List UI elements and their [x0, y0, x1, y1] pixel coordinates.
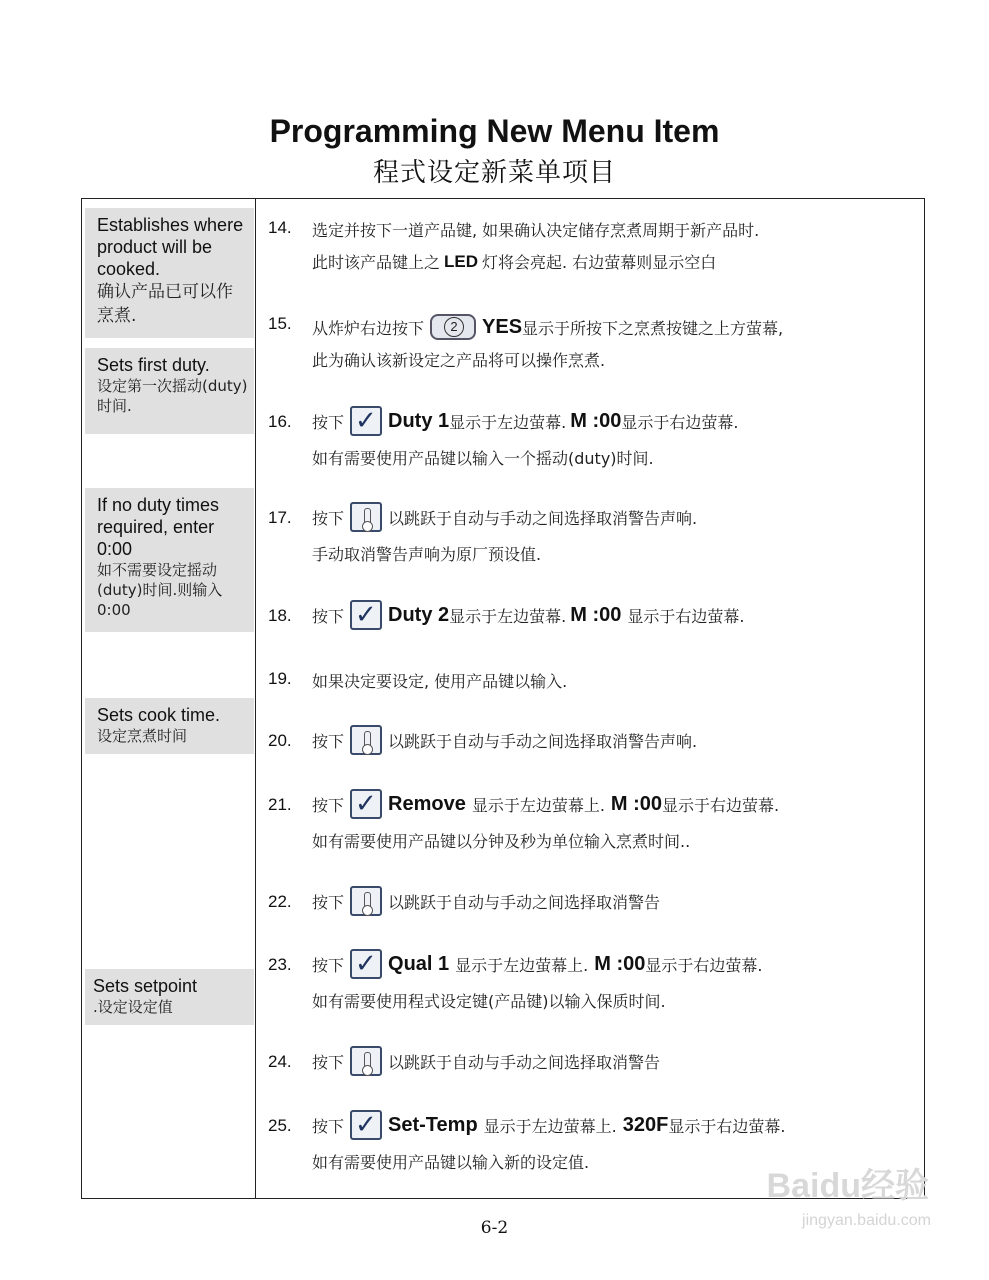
thermometer-key-icon [350, 886, 382, 916]
step-text: 选定并按下一道产品键, 如果确认决定储存烹煮周期于新产品时. [312, 221, 760, 240]
step-text: 手动取消警告声响为原厂预设值. [312, 545, 542, 564]
step-number: 25. [268, 1116, 292, 1135]
display-left: Duty 1 [388, 409, 450, 432]
step-text: 以跳跃于自动与手动之间选择取消警告 [388, 892, 661, 912]
note-zh: 确认产品已可以作烹煮. [97, 282, 233, 326]
note-zh: 如不需要设定摇动(duty)时间.则输入0:00 [97, 561, 223, 619]
step-text: 按下 [312, 508, 345, 528]
step-text: 如有需要使用产品键以输入一个摇动(duty)时间. [312, 449, 654, 468]
step-number: 21. [268, 795, 292, 814]
display-right: 320F [622, 1113, 669, 1136]
step-number: 23. [268, 955, 292, 974]
step-text: 显示于所按下之烹煮按键之上方萤幕, [522, 318, 784, 338]
note-en: Sets first duty. [97, 355, 210, 375]
column-divider [255, 198, 256, 1199]
page-title: Programming New Menu Item [269, 113, 720, 149]
note-establishes [85, 208, 254, 338]
page-subtitle: 程式设定新菜单项目 [372, 158, 616, 188]
step-text: 如有需要使用程式设定键(产品键)以输入保质时间. [312, 992, 666, 1011]
step-text: 此时该产品键上之 [312, 253, 441, 272]
step-text: 显示于左边萤幕. [449, 606, 567, 626]
note-en: If no duty times required, enter 0:00 [97, 495, 220, 559]
step-text: 显示于右边萤幕. [621, 412, 739, 432]
watermark-url: jingyan.baidu.com [802, 1212, 931, 1229]
step-text: 按下 [312, 892, 345, 912]
note-en: Establishes where product will be cooked. [97, 215, 244, 279]
step-text: 灯将会亮起. 右边萤幕则显示空白 [482, 253, 717, 272]
step-number: 15. [268, 314, 292, 333]
checkmark-key-icon [350, 949, 382, 979]
thermometer-key-icon [350, 502, 382, 532]
step-text: 显示于右边萤幕. [627, 606, 745, 626]
checkmark-key-icon [350, 600, 382, 630]
numbered-button-icon [430, 314, 476, 340]
step-text: 显示于右边萤幕. [668, 1116, 786, 1136]
display-right: M :00 [594, 952, 646, 975]
step-text: 此为确认该新设定之产品将可以操作烹煮. [312, 351, 606, 370]
display-right: M :00 [610, 792, 663, 815]
display-yes: YES [482, 315, 523, 338]
note-en: Sets cook time. [97, 705, 221, 725]
step-number: 24. [268, 1052, 292, 1071]
step-text: 显示于右边萤幕. [645, 955, 763, 975]
led-label: LED [444, 251, 479, 271]
step-text: 如有需要使用产品键以分钟及秒为单位输入烹煮时间.. [312, 832, 691, 851]
note-cook-time [85, 698, 254, 754]
step-text: 按下 [312, 1052, 345, 1072]
thermometer-key-icon [350, 1046, 382, 1076]
step-text: 按下 [312, 1116, 345, 1136]
step-text: 显示于左边萤幕. [449, 412, 567, 432]
step-number: 18. [268, 606, 292, 625]
display-left: Remove [388, 792, 466, 815]
step-number: 20. [268, 731, 292, 750]
checkmark-key-icon [350, 406, 382, 436]
watermark-logo: Baidu经验 [766, 1167, 929, 1205]
display-left: Qual 1 [388, 952, 450, 975]
step-number: 22. [268, 892, 292, 911]
button-number: 2 [444, 317, 464, 337]
step-number: 16. [268, 412, 292, 431]
step-text: 按下 [312, 412, 345, 432]
note-zh: 设定第一次摇动(duty)时间. [97, 377, 248, 415]
step-text: 如有需要使用产品键以输入新的设定值. [312, 1153, 590, 1172]
step-number: 17. [268, 508, 292, 527]
display-left: Set-Temp [388, 1113, 478, 1136]
step-text: 按下 [312, 955, 345, 975]
checkmark-key-icon [350, 1110, 382, 1140]
checkmark-key-icon [350, 789, 382, 819]
step-text: 以跳跃于自动与手动之间选择取消警告声响. [388, 731, 698, 751]
note-first-duty [85, 348, 254, 434]
step-text: 按下 [312, 795, 345, 815]
note-setpoint [85, 969, 254, 1025]
step-text: 以跳跃于自动与手动之间选择取消警告 [388, 1052, 661, 1072]
step-text: 显示于左边萤幕上. [471, 795, 605, 815]
step-text: 按下 [312, 606, 345, 626]
step-text: 显示于右边萤幕. [662, 795, 780, 815]
note-zh: 设定烹煮时间 [97, 727, 188, 745]
note-en: Sets setpoint [93, 976, 198, 996]
step-text: 显示于左边萤幕上. [455, 955, 589, 975]
display-right: M :00 [570, 409, 622, 432]
note-no-duty [85, 488, 254, 632]
step-number: 14. [268, 218, 292, 237]
step-text: 显示于左边萤幕上. [483, 1116, 617, 1136]
display-left: Duty 2 [388, 603, 450, 626]
step-text: 以跳跃于自动与手动之间选择取消警告声响. [388, 508, 698, 528]
step-text: 从炸炉右边按下 [312, 318, 425, 338]
note-zh: .设定设定值 [93, 998, 173, 1016]
display-right: M :00 [570, 603, 622, 626]
step-text: 如果决定要设定, 使用产品键以输入. [312, 672, 568, 691]
step-number: 19. [268, 669, 292, 688]
thermometer-key-icon [350, 725, 382, 755]
step-text: 按下 [312, 731, 345, 751]
page-number: 6-2 [480, 1218, 509, 1238]
